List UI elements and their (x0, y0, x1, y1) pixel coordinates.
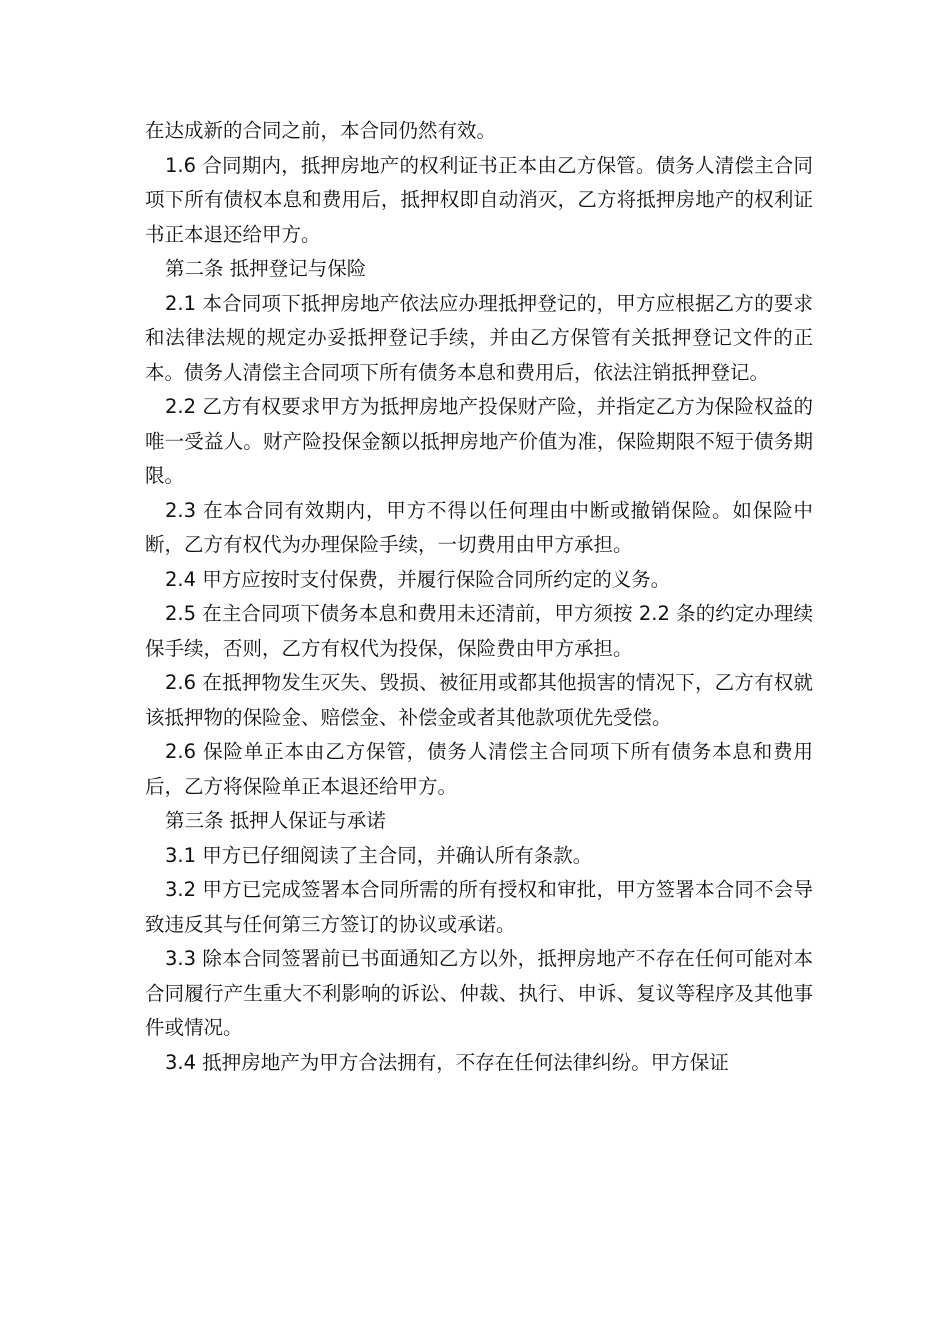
clause-2-3: 2.3 在本合同有效期内，甲方不得以任何理由中断或撤销保险。如保险中断，乙方有权代为办理保险手续，一切费用由甲方承担。 (145, 498, 813, 556)
document-body (145, 114, 813, 1080)
article-3-heading: 第三条 抵押人保证与承诺 (165, 809, 386, 832)
paragraph-continuation: 在达成新的合同之前，本合同仍然有效。 (145, 119, 497, 142)
clause-2-2: 2.2 乙方有权要求甲方为抵押房地产投保财产险，并指定乙方为保险权益的唯一受益人。财产险投保金额以抵押房地产价值为准，保险期限不短于债务期限。 (145, 395, 813, 487)
clause-2-4: 2.4 甲方应按时支付保费，并履行保险合同所约定的义务。 (165, 567, 671, 591)
clause-3-3: 3.3 除本合同签署前已书面通知乙方以外，抵押房地产不存在任何可能对本合同履行产生重大不利影响的诉讼、仲裁、执行、申诉、复议等程序及其他事件或情况。 (145, 947, 813, 1039)
clause-1-6: 1.6 合同期内，抵押房地产的权利证书正本由乙方保管。债务人清偿主合同项下所有债权本息和费用后，抵押权即自动消灭，乙方将抵押房地产的权利证书正本退还给甲方。 (145, 153, 813, 246)
article-2-heading: 第二条 抵押登记与保险 (165, 257, 367, 280)
clause-2-5: 2.5 在主合同项下债务本息和费用未还清前，甲方须按 2.2 条的约定办理续保手续，否则，乙方有权代为投保，保险费由甲方承担。 (145, 602, 813, 660)
clause-3-4: 3.4 抵押房地产为甲方合法拥有，不存在任何法律纠纷。甲方保证 (165, 1050, 729, 1074)
clause-2-6-b: 2.6 保险单正本由乙方保管，债务人清偿主合同项下所有债务本息和费用后，乙方将保险单正本退还给甲方。 (145, 740, 813, 798)
clause-2-1: 2.1 本合同项下抵押房地产依法应办理抵押登记的，甲方应根据乙方的要求和法律法规的规定办妥抵押登记手续，并由乙方保管有关抵押登记文件的正本。债务人清偿主合同项下所有债务本息和费用后，依法注销抵押登记。 (145, 291, 813, 384)
clause-2-6-a: 2.6 在抵押物发生灭失、毁损、被征用或都其他损害的情况下，乙方有权就该抵押物的保险金、赔偿金、补偿金或者其他款项优先受偿。 (145, 671, 813, 729)
clause-3-1: 3.1 甲方已仔细阅读了主合同，并确认所有条款。 (165, 843, 593, 867)
clause-3-2: 3.2 甲方已完成签署本合同所需的所有授权和审批，甲方签署本合同不会导致违反其与任何第三方签订的协议或承诺。 (145, 878, 813, 936)
